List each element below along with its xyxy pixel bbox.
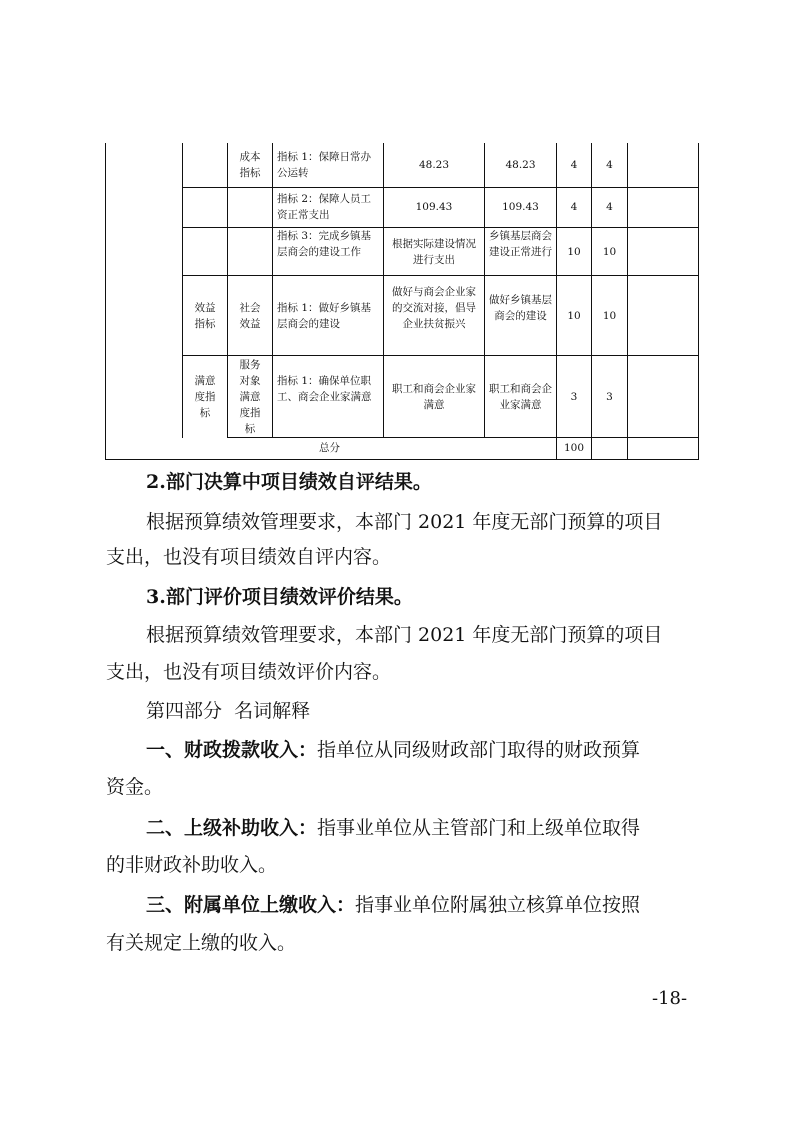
section3-line2: 支出，也没有项目绩效评价内容。 (106, 661, 392, 683)
score-cell: 4 (606, 159, 613, 171)
actual-cell: 做好乡镇基层商会的建设 (489, 294, 552, 322)
weight-cell: 10 (567, 246, 581, 258)
table-line (227, 437, 699, 438)
indicator-cell: 指标 1：确保单位职工、商会企业家满意 (277, 375, 372, 403)
level3-cell: 社会效益 (239, 302, 261, 330)
target-cell: 职工和商会企业家满意 (392, 383, 476, 411)
indicator-cell: 指标 1：做好乡镇基层商会的建设 (277, 302, 372, 330)
term-1-label: 一、财政拨款收入： (146, 739, 318, 761)
term-1-definition: 指单位从同级财政部门取得的财政预算 (317, 739, 641, 761)
weight-cell: 3 (570, 391, 578, 403)
page-number: -18- (652, 988, 688, 1009)
table-line (182, 355, 699, 356)
table-line (105, 459, 699, 460)
section3-heading: 3.部门评价项目绩效评价结果。 (146, 586, 413, 608)
table-line (556, 143, 557, 460)
actual-cell: 乡镇基层商会建设正常进行 (489, 230, 552, 258)
indicator-cell: 指标 1：保障日常办公运转 (277, 151, 372, 179)
score-cell: 10 (602, 246, 617, 258)
target-cell: 109.43 (415, 201, 453, 213)
score-cell: 10 (602, 310, 617, 322)
section3-line1: 根据预算绩效管理要求，本部门 2021 年度无部门预算的项目 (146, 624, 663, 646)
target-cell: 根据实际建设情况进行支出 (392, 238, 476, 266)
table-line (182, 187, 699, 188)
target-cell: 48.23 (418, 159, 450, 171)
section2-heading: 2.部门决算中项目绩效自评结果。 (146, 471, 432, 493)
level2-cell: 满意度指标 (194, 375, 216, 419)
term-1-line1 (146, 739, 640, 761)
term-3-definition: 指事业单位附属独立核算单位按照 (355, 894, 641, 916)
actual-cell: 48.23 (505, 159, 536, 171)
table-line (627, 143, 628, 460)
table-line (591, 143, 592, 460)
actual-cell: 109.43 (502, 201, 539, 213)
term-3-line1 (146, 894, 640, 916)
term-1-line2: 资金。 (106, 776, 164, 798)
term-2-definition: 指事业单位从主管部门和上级单位取得 (317, 817, 641, 839)
indicator-cell: 指标 2：保障人员工资正常支出 (277, 193, 372, 221)
part4-title: 第四部分 名词解释 (146, 700, 311, 722)
level3-cell: 服务对象满意度指标 (239, 359, 261, 435)
level3-cell: 成本指标 (239, 151, 261, 179)
term-3-label: 三、附属单位上缴收入： (146, 894, 356, 916)
term-2-line2: 的非财政补助收入。 (106, 854, 278, 876)
term-3-line2: 有关规定上缴的收入。 (106, 932, 297, 954)
actual-cell: 职工和商会企业家满意 (489, 383, 552, 411)
indicator-cell: 指标 3：完成乡镇基层商会的建设工作 (277, 230, 372, 258)
score-cell: 4 (606, 201, 613, 213)
term-2-label: 二、上级补助收入： (146, 817, 318, 839)
total-weight: 100 (563, 442, 585, 454)
table-line (182, 227, 699, 228)
term-2-line1 (146, 817, 640, 839)
table-line (182, 275, 699, 276)
table-line (698, 143, 699, 460)
weight-cell: 4 (570, 159, 578, 171)
section2-line2: 支出，也没有项目绩效自评内容。 (106, 546, 392, 568)
weight-cell: 4 (570, 201, 578, 213)
level2-cell: 效益指标 (194, 302, 216, 330)
section2-line1: 根据预算绩效管理要求，本部门 2021 年度无部门预算的项目 (146, 511, 663, 533)
total-label: 总分 (319, 442, 340, 454)
target-cell: 做好与商会企业家的交流对接，倡导企业扶贫振兴 (392, 286, 476, 330)
score-cell: 3 (606, 391, 613, 403)
table-line (105, 143, 106, 460)
weight-cell: 10 (567, 310, 581, 322)
